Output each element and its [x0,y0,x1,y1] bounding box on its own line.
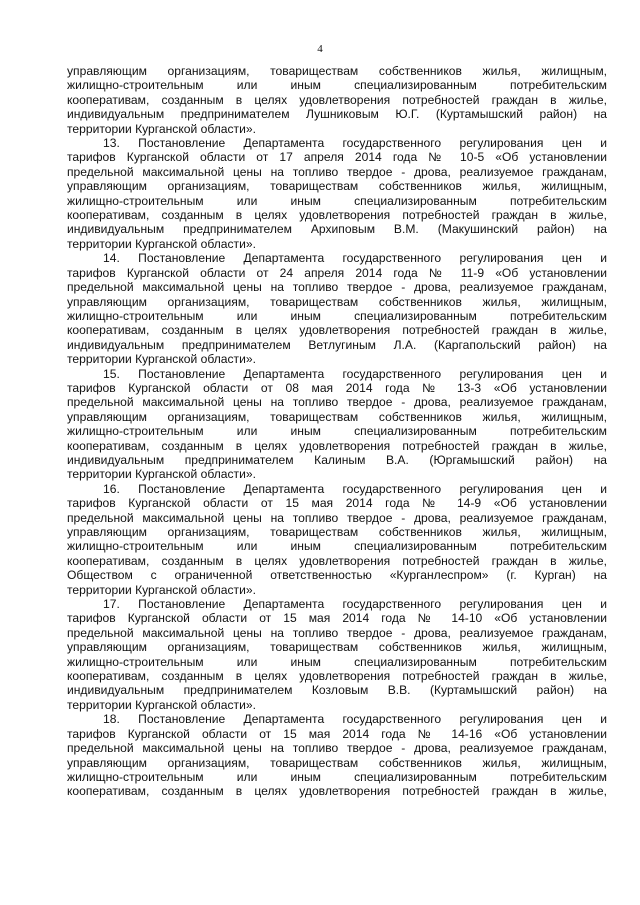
text-line: территории Курганской области». [67,352,256,367]
text-line: индивидуальным предпринимателем Архиповым В.М. (Макушинский район) на [67,222,607,237]
text-line: управляющим организациям, товариществам собственников жилья, жилищным, [67,179,607,194]
text-line: тарифов Курганской области от 08 мая 2014 года № 13-3 «Об установлении [67,380,607,395]
text-line: предельной максимальной цены на топливо твердое - дрова, реализуемое гражданам, [67,395,607,410]
text-line: 17. Постановление Департамента государственного регулирования цен и [103,597,607,612]
text-line: жилищно-строительным или иным специализированным потребительским [67,424,607,439]
text-line: 13. Постановление Департамента государственного регулирования цен и [103,136,607,151]
text-line: кооперативам, созданным в целях удовлетворения потребностей граждан в жилье, [67,92,607,107]
text-line: предельной максимальной цены на топливо твердое - дрова, реализуемое гражданам, [67,280,607,295]
text-line: тарифов Курганской области от 17 апреля 2014 года № 10-5 «Об установлении [67,150,607,165]
text-line: территории Курганской области». [67,582,256,597]
text-line: кооперативам, созданным в целях удовлетворения потребностей граждан в жилье, [67,323,607,338]
paragraph [67,136,607,251]
text-line: кооперативам, созданным в целях удовлетворения потребностей граждан в жилье, [67,553,607,568]
text-line: предельной максимальной цены на топливо твердое - дрова, реализуемое гражданам, [67,741,607,756]
text-line: кооперативам, созданным в целях удовлетворения потребностей граждан в жилье, [67,208,607,223]
text-line: управляющим организациям, товариществам собственников жилья, жилищным, [67,64,607,78]
text-line: территории Курганской области». [67,697,256,712]
text-line: индивидуальным предпринимателем Калиным В.А. (Юргамышский район) на [67,452,607,467]
text-line: 14. Постановление Департамента государственного регулирования цен и [103,251,607,266]
document-body [67,64,607,799]
text-line: тарифов Курганской области от 15 мая 2014 года № 14-10 «Об установлении [67,611,607,626]
paragraph [67,367,607,482]
text-line: управляющим организациям, товариществам собственников жилья, жилищным, [67,525,607,539]
text-line: предельной максимальной цены на топливо твердое - дрова, реализуемое гражданам, [67,164,607,179]
paragraph [67,712,607,798]
text-line: индивидуальным предпринимателем Лушниковым Ю.Г. (Куртамышский район) на [67,107,607,122]
text-line: жилищно-строительным или иным специализированным потребительским [67,539,607,554]
text-line: управляющим организациям, товариществам собственников жилья, жилищным, [67,755,607,770]
text-line: 15. Постановление Департамента государственного регулирования цен и [103,366,607,381]
text-line: кооперативам, созданным в целях удовлетворения потребностей граждан в жилье, [67,669,607,684]
text-line: территории Курганской области». [67,236,256,251]
text-line: тарифов Курганской области от 15 мая 2014 года № 14-9 «Об установлении [67,496,607,511]
text-line: Обществом с ограниченной ответственностью «Курганлеспром» (г. Курган) на [67,568,607,583]
text-line: жилищно-строительным или иным специализированным потребительским [67,193,607,208]
text-line: территории Курганской области». [67,121,256,136]
text-line: 16. Постановление Департамента государственного регулирования цен и [103,481,607,496]
paragraph [67,482,607,597]
text-line: управляющим организациям, товариществам собственников жилья, жилищным, [67,640,607,655]
text-line: жилищно-строительным или иным специализированным потребительским [67,769,607,784]
paragraph [67,597,607,712]
text-line: индивидуальным предпринимателем Ветлугиным Л.А. (Каргапольский район) на [67,337,607,352]
text-line: предельной максимальной цены на топливо твердое - дрова, реализуемое гражданам, [67,625,607,640]
text-line: тарифов Курганской области от 24 апреля 2014 года № 11-9 «Об установлении [67,265,607,280]
text-line: кооперативам, созданным в целях удовлетворения потребностей граждан в жилье, [67,438,607,453]
text-line: территории Курганской области». [67,467,256,482]
text-line: жилищно-строительным или иным специализированным потребительским [67,308,607,323]
text-line: управляющим организациям, товариществам собственников жилья, жилищным, [67,409,607,424]
text-line: управляющим организациям, товариществам собственников жилья, жилищным, [67,294,607,309]
text-line: тарифов Курганской области от 15 мая 2014 года № 14-16 «Об установлении [67,726,607,741]
paragraph [67,251,607,366]
text-line: кооперативам, созданным в целях удовлетворения потребностей граждан в жилье, [67,784,607,799]
page-number: 4 [317,43,323,55]
text-line: жилищно-строительным или иным специализированным потребительским [67,78,607,93]
text-line: 18. Постановление Департамента государственного регулирования цен и [103,712,607,727]
text-line: предельной максимальной цены на топливо твердое - дрова, реализуемое гражданам, [67,510,607,525]
text-line: жилищно-строительным или иным специализированным потребительским [67,654,607,669]
paragraph [67,64,607,136]
text-line: индивидуальным предпринимателем Козловым В.В. (Куртамышский район) на [67,683,607,698]
